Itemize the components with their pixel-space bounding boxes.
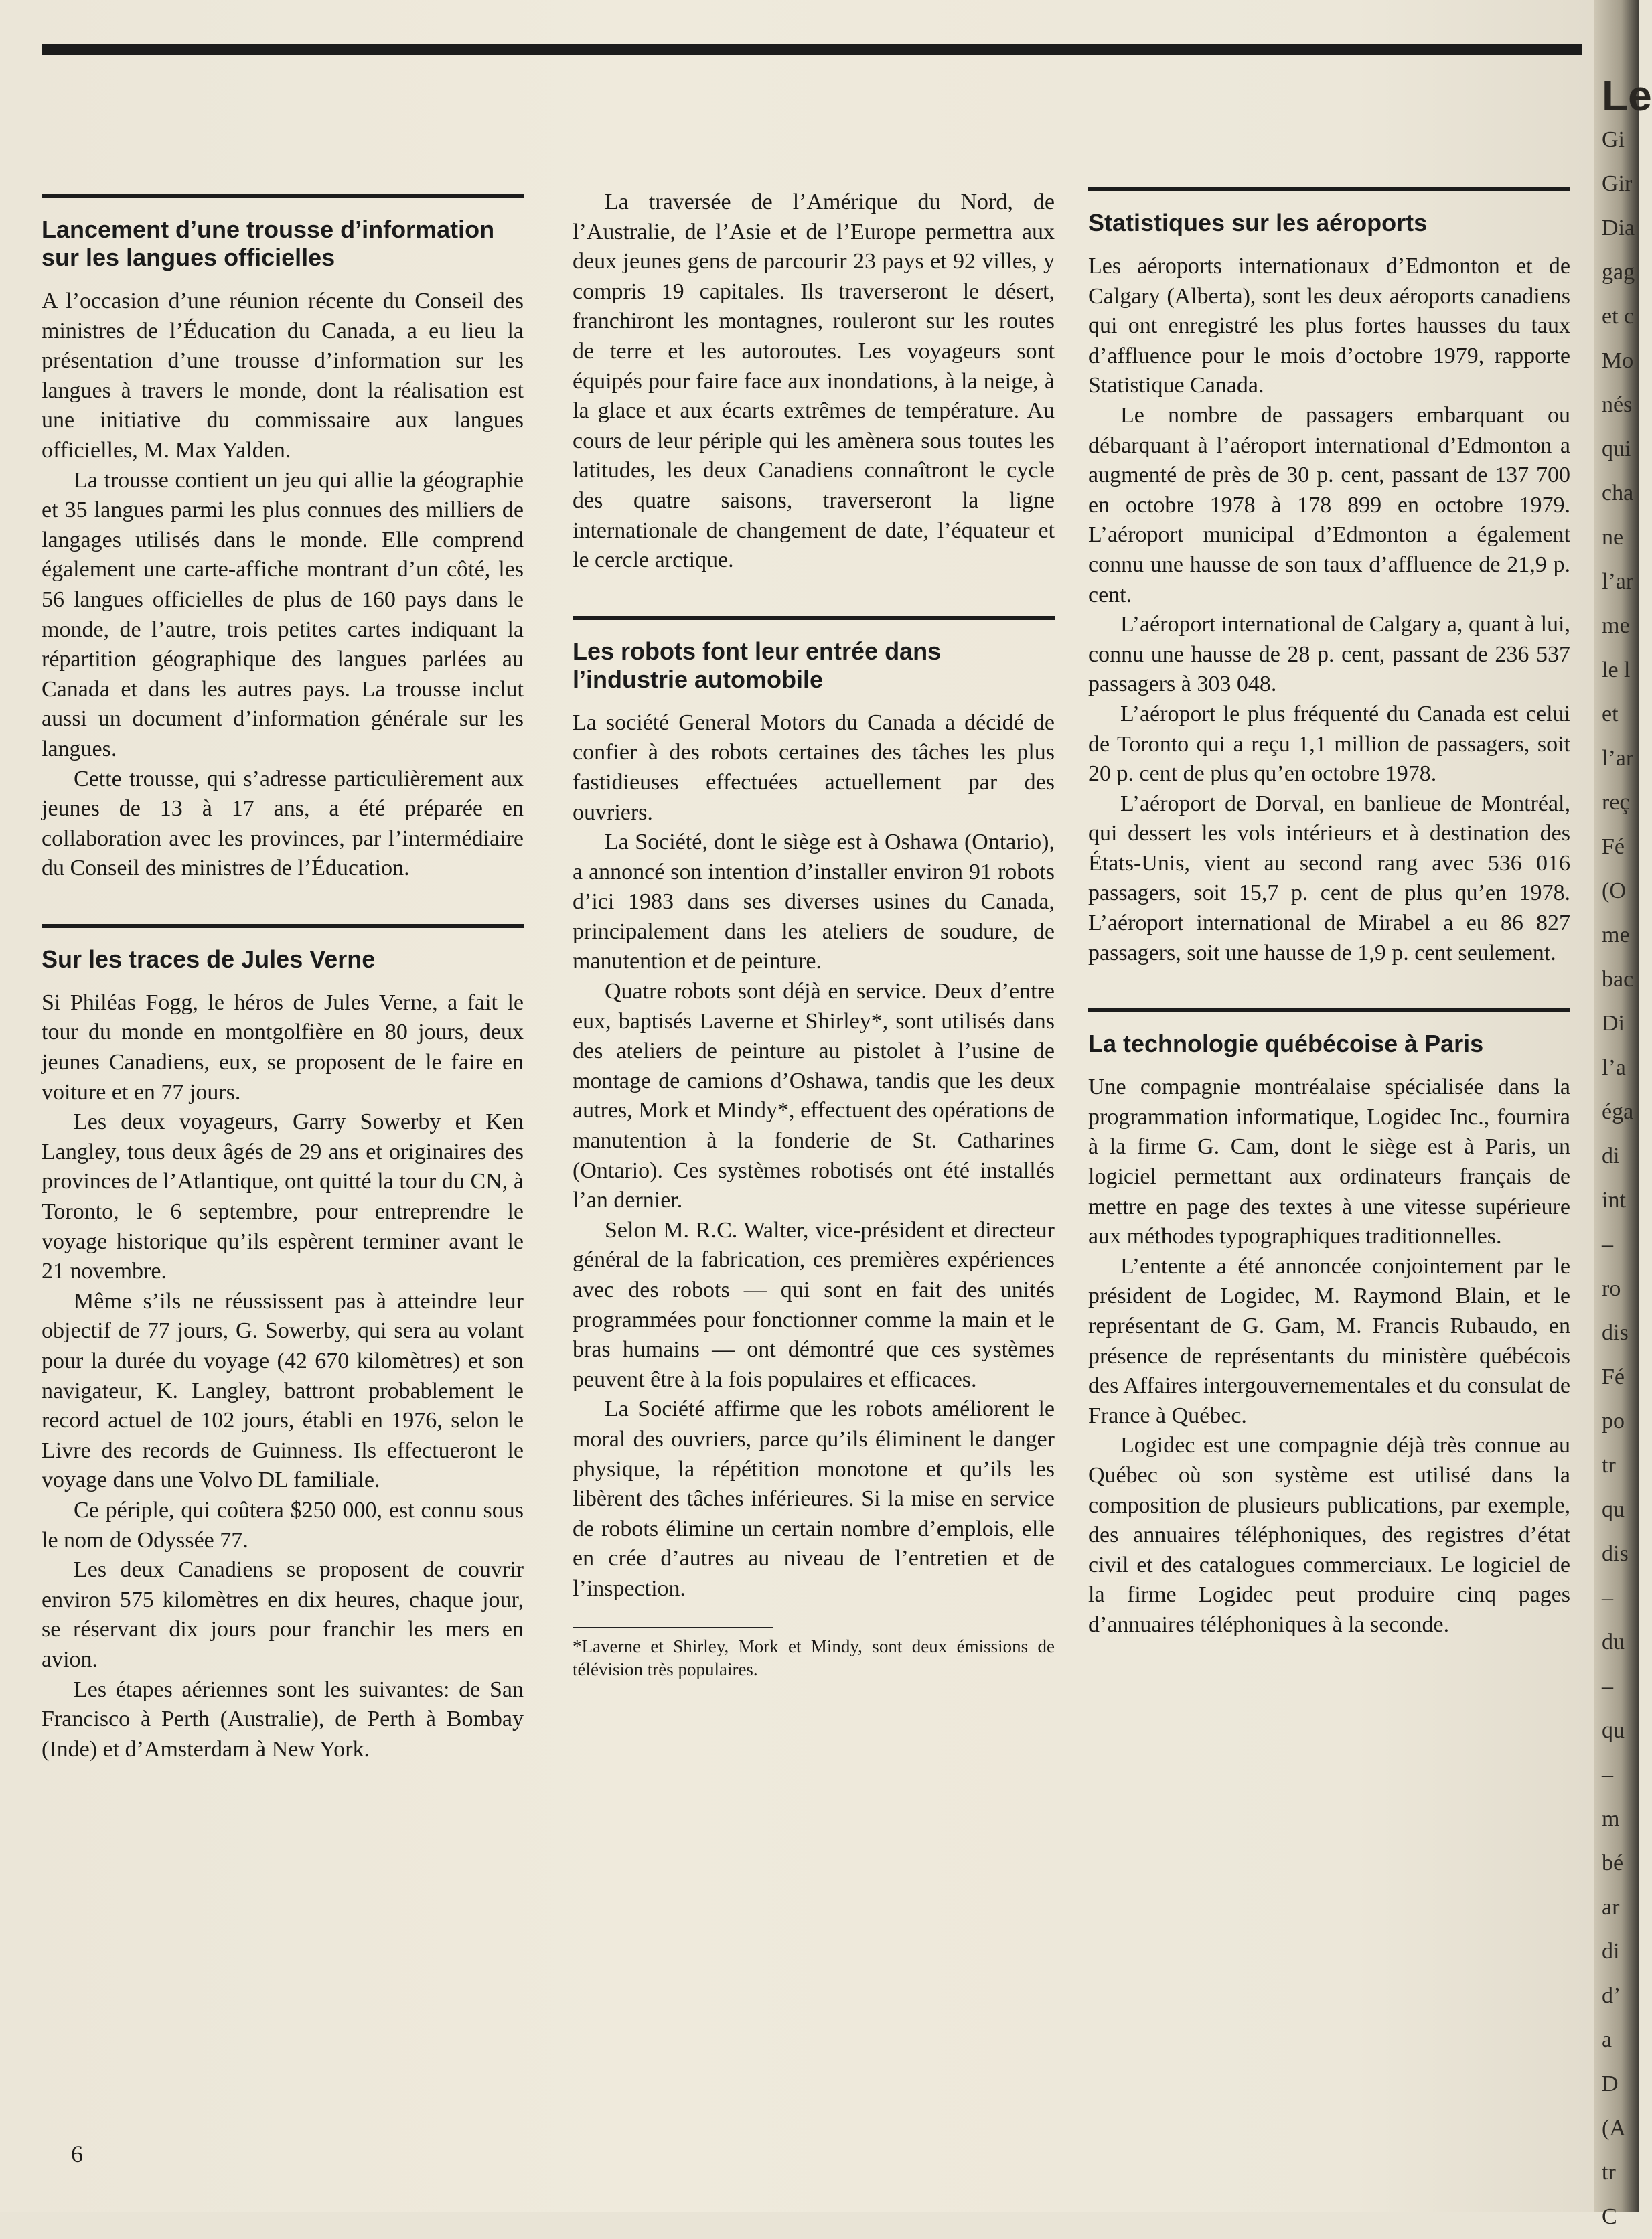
adjacent-page-text-fragment: Fé (1602, 1365, 1625, 1389)
adjacent-page-text-fragment: d’ (1602, 1983, 1621, 2008)
adjacent-page-text-fragment: Gir (1602, 171, 1633, 196)
paragraph: L’aéroport le plus fréquenté du Canada est celui de Toronto qui a reçu 1,1 million de passagers, soit 20 p. cent de plus qu’en octobre 1978. (1088, 701, 1570, 787)
paragraph: Une compagnie montréalaise spécialisée dans la programmation informatique, Logidec Inc., fournira à la firme G. Cam, dont le siège est à Paris, un logiciel permettant aux ordinateurs français de mettre en page des textes à une vitesse supérieure aux méthodes typographiques traditionnelles. (1088, 1075, 1570, 1249)
adjacent-page-text-fragment: le l (1602, 658, 1631, 682)
adjacent-page-text-fragment: tr (1602, 2160, 1616, 2185)
adjacent-page-text-fragment: dis (1602, 1541, 1629, 1566)
paragraph: L’aéroport de Dorval, en banlieue de Montréal, qui dessert les vols intérieurs et à destination des États-Unis, vient au second rang avec 536 016 passagers, soit 15,7 p. cent de plus qu’en 1978. L’aéroport international de Mirabel a eu 86 827 passagers, soit une hausse de 1,9 p. cent seulement. (1088, 791, 1570, 966)
adjacent-page-text-fragment: et c (1602, 304, 1635, 329)
adjacent-page-text-fragment: ne (1602, 525, 1624, 550)
adjacent-page-text-fragment: ro (1602, 1276, 1621, 1301)
paragraph: La Société, dont le siège est à Oshawa (Ontario), a annoncé son intention d’installer environ 91 robots d’ici 1983 dans ses diverses usines du Canada, principalement dans les ateliers de soudure, de manutention et de peinture. (573, 830, 1055, 974)
paragraph: Selon M. R.C. Walter, vice-président et directeur général de la fabrication, ces premières expériences avec des robots — qui sont en fait des unités programmées pour fonctionner comme la main et le bras humains — ont démontré que ces systèmes peuvent être à la fois populaires et efficaces. (573, 1217, 1055, 1392)
adjacent-page-text-fragment: me (1602, 923, 1630, 947)
adjacent-page-fragment (1602, 0, 1652, 2229)
adjacent-page-text-fragment: m (1602, 1806, 1620, 1831)
paragraph: L’aéroport international de Calgary a, quant à lui, connu une hausse de 28 p. cent, passant de 236 537 passagers à 303 048. (1088, 612, 1570, 697)
paragraph: A l’occasion d’une réunion récente du Conseil des ministres de l’Éducation du Canada, a eu lieu la présentation d’une trousse d’information sur les langues à travers le monde, dont la réalisation est une initiative du commissaire aux langues officielles, M. Max Yalden. (42, 289, 524, 463)
adjacent-page-text-fragment: D (1602, 2072, 1619, 2096)
adjacent-page-text-fragment: qu (1602, 1497, 1625, 1522)
adjacent-page-text-fragment: nés (1602, 392, 1633, 417)
adjacent-page-text-fragment: dis (1602, 1320, 1629, 1345)
adjacent-page-text-fragment: me (1602, 613, 1630, 638)
adjacent-page-text-fragment: int (1602, 1188, 1626, 1213)
adjacent-page-text-fragment: (O (1602, 878, 1626, 903)
article-body-trousse (42, 287, 524, 884)
column-3 (1088, 187, 1570, 1640)
adjacent-page-text-fragment: Mo (1602, 348, 1634, 373)
article-body-robots (573, 708, 1055, 1604)
adjacent-page-text-fragment: – (1602, 1674, 1613, 1699)
adjacent-page-text-fragment: po (1602, 1409, 1625, 1434)
adjacent-page-text-fragment: l’ar (1602, 746, 1634, 771)
column-2 (573, 187, 1055, 1681)
adjacent-page-text-fragment: du (1602, 1630, 1625, 1654)
article-title-robots: Les robots font leur entrée dans l’industrie automobile (573, 637, 942, 693)
article-title-trousse: Lancement d’une trousse d’information sur les langues officielles (42, 216, 495, 271)
article-body-jules-verne-continued (573, 187, 1055, 576)
adjacent-page-text-fragment: l’a (1602, 1055, 1626, 1080)
paragraph: Le nombre de passagers embarquant ou débarquant à l’aéroport international d’Edmonton a augmenté de près de 30 p. cent, passant de 137 700 en octobre 1978 à 178 899 en octobre 1979. L’aéroport municipal d’Edmonton a également connu une hausse de son taux d’affluence de 21,9 p. cent. (1088, 402, 1570, 607)
footnote: *Laverne et Shirley, Mork et Mindy, sont deux émissions de télévision très populaires. (573, 1636, 1055, 1679)
article-title-aeroports: Statistiques sur les aéroports (1088, 209, 1428, 236)
article-rule (1088, 1008, 1570, 1012)
article-rule (1088, 187, 1570, 191)
adjacent-page-text-fragment: tr (1602, 1453, 1616, 1478)
paragraph: Si Philéas Fogg, le héros de Jules Verne, a fait le tour du monde en montgolfière en 80 jours, deux jeunes Canadiens, eux, se proposent de le faire en voiture et en 77 jours. (42, 990, 524, 1105)
article-title-technologie: La technologie québécoise à Paris (1088, 1030, 1484, 1058)
column-1 (42, 194, 524, 1764)
adjacent-page-text-fragment: bac (1602, 967, 1634, 992)
article-body-technologie (1088, 1073, 1570, 1640)
adjacent-page-text-fragment: bé (1602, 1851, 1624, 1875)
adjacent-page-text-fragment: Fé (1602, 834, 1625, 859)
adjacent-page-text-fragment: l’ar (1602, 569, 1634, 594)
paragraph: Même s’ils ne réussissent pas à atteindre leur objectif de 77 jours, G. Sowerby, qui sera au volant pour la durée du voyage (42 670 kilomètres) et son navigateur, K. Langley, battront probablement le record actuel de 102 jours, établi en 1976, selon le Livre des records de Guinness. Ils effectueront le voyage dans une Volvo DL familiale. (42, 1288, 524, 1493)
adjacent-page-text-fragment: Gi (1602, 127, 1625, 152)
paragraph: Les étapes aériennes sont les suivantes: de San Francisco à Perth (Australie), de Perth à Bombay (Inde) et d’Amsterdam à New York. (42, 1677, 524, 1762)
paragraph: Quatre robots sont déjà en service. Deux d’entre eux, baptisés Laverne et Shirley*, sont utilisés dans des ateliers de peinture au pistolet à l’usine de montage de camions d’Oshawa, tandis que les deux autres, Mork et Mindy*, effectuent des opérations de manutention à la fonderie de St. Catharines (Ontario). Ces systèmes robotisés ont été installés l’an dernier. (573, 979, 1055, 1213)
paragraph: La société General Motors du Canada a décidé de confier à des robots certaines des tâches les plus fastidieuses effectuées actuellement par des ouvriers. (573, 710, 1055, 825)
paragraph: Ce périple, qui coûtera $250 000, est connu sous le nom de Odyssée 77. (42, 1497, 524, 1553)
adjacent-page-text-fragment: qu (1602, 1718, 1625, 1743)
article-rule (42, 924, 524, 928)
paragraph: Les aéroports internationaux d’Edmonton et de Calgary (Alberta), sont les deux aéroports canadiens qui ont enregistré les plus fortes hausses du taux d’affluence pour le mois d’octobre 1979, rapporte Statistique Canada. (1088, 254, 1570, 398)
adjacent-page-text-fragment: reç (1602, 790, 1630, 815)
adjacent-page-text-fragment: C (1602, 2204, 1617, 2229)
article-rule (573, 616, 1055, 620)
paragraph: Logidec est une compagnie déjà très connue au Québec où son système est utilisé dans la composition de plusieurs publications, par exemple, des annuaires téléphoniques, des registres d’état civil et des catalogues commerciaux. Le logiciel de la firme Logidec peut produire cinq pages d’annuaires téléphoniques à la seconde. (1088, 1433, 1570, 1637)
adjacent-page-text-fragment: – (1602, 1586, 1613, 1610)
adjacent-page-text-fragment: (A (1602, 2116, 1626, 2141)
article-body-jules-verne (42, 988, 524, 1764)
footnote-rule (573, 1627, 773, 1628)
adjacent-page-text-fragment: di (1602, 1939, 1620, 1964)
paragraph: Les deux Canadiens se proposent de couvrir environ 575 kilomètres en dix heures, chaque jour, se réservant dix jours pour franchir les mers en avion. (42, 1557, 524, 1672)
article-title-jules-verne: Sur les traces de Jules Verne (42, 945, 376, 973)
adjacent-page-text-fragment: gag (1602, 260, 1635, 285)
article-rule (42, 194, 524, 198)
paragraph: La traversée de l’Amérique du Nord, de l’Australie, de l’Asie et de l’Europe permettra aux deux jeunes gens de parcourir 23 pays et 92 villes, y compris 19 capitales. Ils traverseront le désert, franchiront les montagnes, rouleront sur les routes de terre et les autoroutes. Les voyageurs sont équipés pour faire face aux inondations, à la neige, à la glace et aux écarts extrêmes de température. Au cours de leur périple qui les amènera sous toutes les latitudes, les deux Canadiens connaîtront le cycle des quatre saisons, traverseront la ligne internationale de changement de date, l’équateur et le cercle arctique. (573, 189, 1055, 573)
adjacent-page-text-fragment: et (1602, 702, 1619, 726)
paragraph: Les deux voyageurs, Garry Sowerby et Ken Langley, tous deux âgés de 29 ans et originaires des provinces de l’Atlantique, ont quitté la tour du CN, à Toronto, le 6 septembre, pour entreprendre le voyage historique qu’ils espèrent terminer avant le 21 novembre. (42, 1109, 524, 1284)
paragraph: Cette trousse, qui s’adresse particulièrement aux jeunes de 13 à 17 ans, a été préparée en collaboration avec les provinces, par l’intermédiaire du Conseil des ministres de l’Éducation. (42, 766, 524, 881)
adjacent-page-text-fragment: éga (1602, 1099, 1634, 1124)
paragraph: La trousse contient un jeu qui allie la géographie et 35 langues parmi les plus connues des milliers de langages utilisés dans le monde. Elle comprend également une carte-affiche montrant d’un côté, les 56 langues officielles de plus de 160 pays dans le monde, de l’autre, trois petites cartes indiquant la répartition géographique des langues parlées au Canada et dans les autres pays. La trousse inclut aussi un document d’information générale sur les langues. (42, 467, 524, 761)
top-rule (42, 44, 1582, 55)
adjacent-page-text-fragment: ar (1602, 1895, 1620, 1920)
adjacent-page-text-fragment: Di (1602, 1011, 1625, 1036)
adjacent-page-text-fragment: cha (1602, 481, 1634, 506)
adjacent-page-text-fragment: – (1602, 1232, 1613, 1257)
page-number: 6 (71, 2141, 83, 2167)
article-body-aeroports (1088, 252, 1570, 968)
adjacent-page-text-fragment: a (1602, 2027, 1612, 2052)
adjacent-page-text-fragment: qui (1602, 437, 1631, 461)
paragraph: L’entente a été annoncée conjointement par le président de Logidec, M. Raymond Blain, et le représentant de G. Gam, M. Francis Rubaudo, en présence de représentants du ministère québécois des Affaires intergouvernementales et du consulat de France à Québec. (1088, 1253, 1570, 1428)
adjacent-page-text-fragment: di (1602, 1144, 1620, 1168)
paragraph: La Société affirme que les robots améliorent le moral des ouvriers, parce qu’ils éliminent le danger physique, la répétition monotone et qu’ils les libèrent des tâches inférieures. Si la mise en service de robots élimine un certain nombre d’emplois, elle en crée d’autres au niveau de l’entretien et de l’inspection. (573, 1397, 1055, 1601)
adjacent-page-text-fragment: Dia (1602, 216, 1635, 240)
adjacent-page-text-fragment: – (1602, 1762, 1613, 1787)
adjacent-page-title-fragment: Le (1602, 72, 1652, 120)
